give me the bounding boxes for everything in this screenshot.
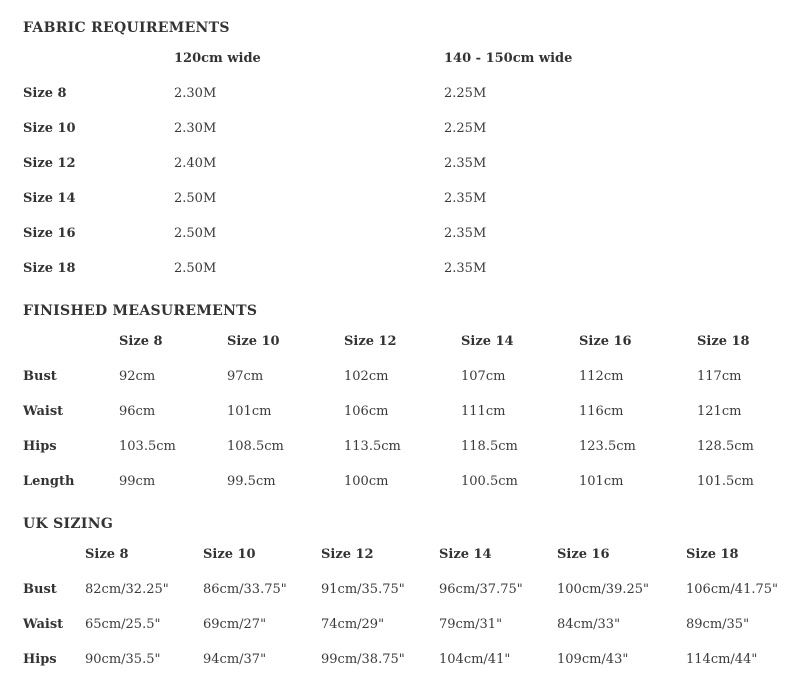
table-cell: 116cm	[579, 404, 624, 419]
column-header: Size 8	[119, 334, 163, 349]
row-label: Bust	[23, 582, 57, 597]
table-header-row	[23, 324, 763, 359]
row-label: Size 14	[23, 191, 76, 206]
finished-measurements-table	[23, 324, 763, 499]
table-cell: 108.5cm	[227, 439, 284, 454]
table-row	[23, 464, 763, 499]
table-cell: 123.5cm	[579, 439, 636, 454]
table-row	[23, 76, 583, 111]
column-header: Size 12	[321, 547, 374, 562]
table-row	[23, 146, 583, 181]
table-cell: 118.5cm	[461, 439, 518, 454]
column-header: Size 10	[203, 547, 256, 562]
row-label: Waist	[23, 617, 64, 632]
table-cell: 104cm/41"	[439, 652, 511, 667]
table-cell: 74cm/29"	[321, 617, 385, 632]
fabric-requirements-heading: FABRIC REQUIREMENTS	[23, 20, 230, 36]
table-row	[23, 111, 583, 146]
table-cell: 114cm/44"	[686, 652, 758, 667]
table-cell: 2.25M	[444, 121, 487, 136]
column-header: Size 18	[697, 334, 750, 349]
row-label: Size 16	[23, 226, 76, 241]
table-cell: 79cm/31"	[439, 617, 503, 632]
row-label: Hips	[23, 652, 57, 667]
column-header: Size 14	[461, 334, 514, 349]
table-cell: 99cm	[119, 474, 156, 489]
table-cell: 100cm	[344, 474, 389, 489]
column-header: Size 16	[557, 547, 610, 562]
table-cell: 109cm/43"	[557, 652, 629, 667]
column-header: Size 10	[227, 334, 280, 349]
table-cell: 117cm	[697, 369, 742, 384]
table-cell: 111cm	[461, 404, 506, 419]
table-cell: 128.5cm	[697, 439, 754, 454]
table-cell: 113.5cm	[344, 439, 401, 454]
table-row	[23, 251, 583, 286]
column-header: 120cm wide	[174, 51, 261, 66]
row-label: Bust	[23, 369, 57, 384]
table-cell: 82cm/32.25"	[85, 582, 169, 597]
table-cell: 2.25M	[444, 86, 487, 101]
table-row	[23, 572, 778, 607]
row-label: Hips	[23, 439, 57, 454]
column-header: Size 16	[579, 334, 632, 349]
table-cell: 65cm/25.5"	[85, 617, 161, 632]
table-cell: 2.50M	[174, 261, 217, 276]
table-row	[23, 394, 763, 429]
column-header: Size 8	[85, 547, 129, 562]
table-cell: 101cm	[579, 474, 624, 489]
table-cell: 2.30M	[174, 86, 217, 101]
column-header: Size 12	[344, 334, 397, 349]
column-header: 140 - 150cm wide	[444, 51, 573, 66]
table-cell: 121cm	[697, 404, 742, 419]
table-cell: 2.40M	[174, 156, 217, 171]
table-header-row	[23, 537, 778, 572]
column-header: Size 14	[439, 547, 492, 562]
table-cell: 2.30M	[174, 121, 217, 136]
table-row	[23, 429, 763, 464]
table-cell: 97cm	[227, 369, 264, 384]
column-header: Size 18	[686, 547, 739, 562]
table-cell: 94cm/37"	[203, 652, 267, 667]
row-label: Waist	[23, 404, 64, 419]
table-row	[23, 642, 778, 677]
table-cell: 100cm/39.25"	[557, 582, 649, 597]
table-cell: 89cm/35"	[686, 617, 750, 632]
table-row	[23, 359, 763, 394]
fabric-requirements-table	[23, 41, 583, 286]
table-cell: 107cm	[461, 369, 506, 384]
row-label: Size 18	[23, 261, 76, 276]
table-cell: 99.5cm	[227, 474, 276, 489]
table-cell: 100.5cm	[461, 474, 518, 489]
table-cell: 99cm/38.75"	[321, 652, 405, 667]
table-cell: 106cm/41.75"	[686, 582, 778, 597]
table-cell: 103.5cm	[119, 439, 176, 454]
table-cell: 84cm/33"	[557, 617, 621, 632]
finished-measurements-heading: FINISHED MEASUREMENTS	[23, 303, 258, 319]
table-cell: 69cm/27"	[203, 617, 267, 632]
table-cell: 91cm/35.75"	[321, 582, 405, 597]
table-cell: 2.50M	[174, 226, 217, 241]
table-cell: 92cm	[119, 369, 156, 384]
table-cell: 96cm/37.75"	[439, 582, 523, 597]
table-cell: 86cm/33.75"	[203, 582, 287, 597]
table-row	[23, 181, 583, 216]
table-row	[23, 607, 778, 642]
table-cell: 2.50M	[174, 191, 217, 206]
table-cell: 102cm	[344, 369, 389, 384]
table-cell: 112cm	[579, 369, 624, 384]
table-cell: 2.35M	[444, 156, 487, 171]
table-cell: 2.35M	[444, 261, 487, 276]
table-cell: 2.35M	[444, 191, 487, 206]
uk-sizing-heading: UK SIZING	[23, 516, 114, 532]
table-cell: 101.5cm	[697, 474, 754, 489]
row-label: Size 12	[23, 156, 76, 171]
table-cell: 101cm	[227, 404, 272, 419]
table-cell: 106cm	[344, 404, 389, 419]
column-header	[23, 537, 85, 572]
row-label: Size 8	[23, 86, 67, 101]
row-label: Length	[23, 474, 75, 489]
row-label: Size 10	[23, 121, 76, 136]
table-row	[23, 216, 583, 251]
table-header-row	[23, 41, 583, 76]
uk-sizing-table	[23, 537, 778, 677]
column-header	[23, 324, 119, 359]
column-header	[23, 41, 174, 76]
table-cell: 90cm/35.5"	[85, 652, 161, 667]
table-cell: 96cm	[119, 404, 156, 419]
table-cell: 2.35M	[444, 226, 487, 241]
